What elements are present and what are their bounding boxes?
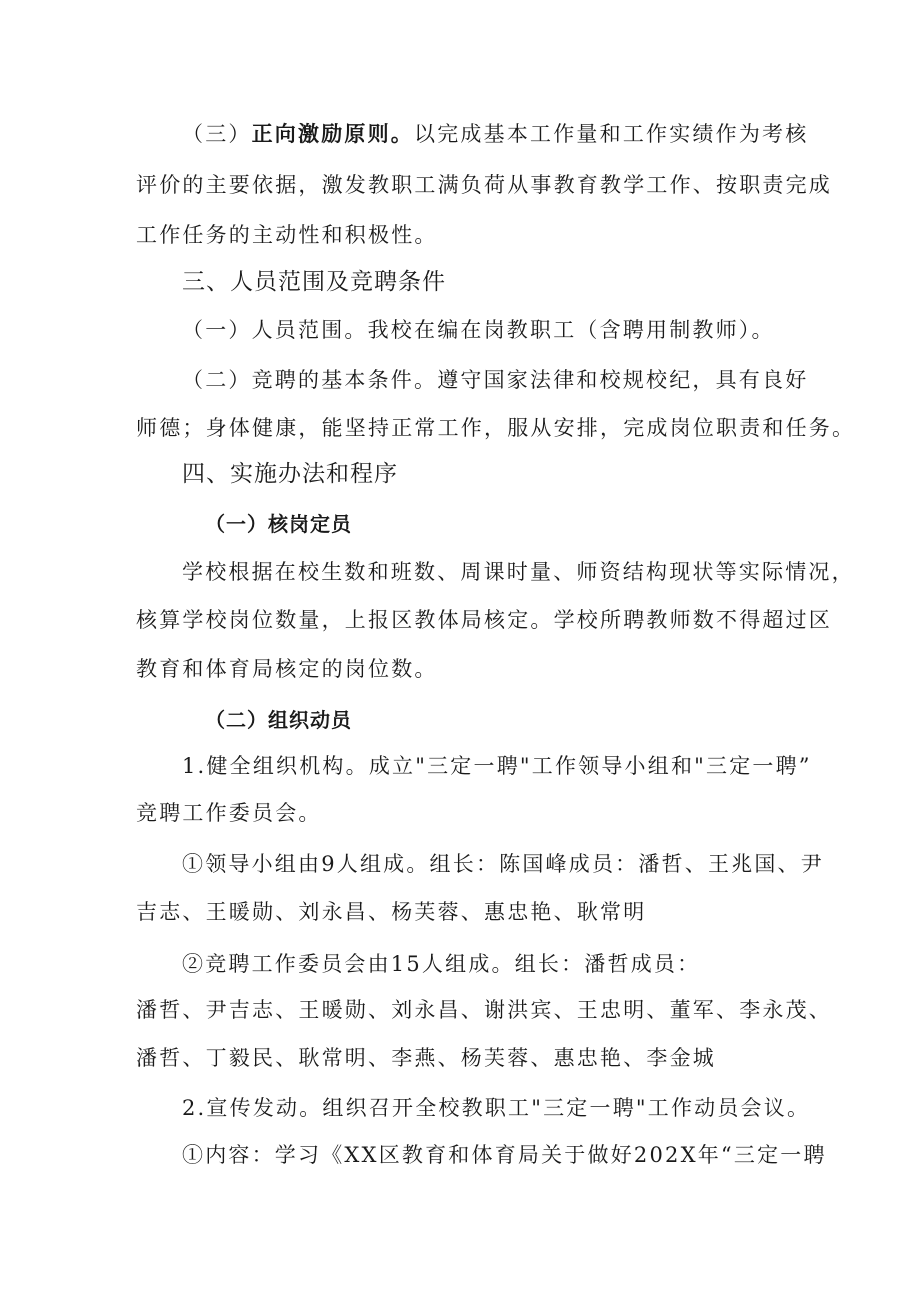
section-3-heading: 三、人员范围及竞聘条件 — [182, 269, 446, 295]
subsection-1-line-2: 核算学校岗位数量，上报区教体局核定。学校所聘教师数不得超过区 — [136, 608, 832, 632]
principle-3-prefix: （三） — [182, 122, 252, 146]
item-1-line-2: 竞聘工作委员会。 — [136, 801, 322, 825]
committee-line-2: 潘哲、尹吉志、王暖勋、刘永昌、谢洪宾、王忠明、董军、李永茂、 — [136, 998, 832, 1022]
section-3-item-2-line-1: （二）竞聘的基本条件。遵守国家法律和校规校纪，具有良好 — [182, 368, 809, 392]
principle-3-line-2: 评价的主要依据，激发教职工满负荷从事教育教学工作、按职责完成 — [136, 173, 832, 197]
principle-3-line-1 — [182, 120, 808, 148]
section-3-item-2-line-2: 师德；身体健康，能坚持正常工作，服从安排，完成岗位职责和任务。 — [136, 416, 856, 440]
principle-3-title: 正向激励原则。 — [251, 122, 415, 146]
subsection-1-line-3: 教育和体育局核定的岗位数。 — [136, 657, 438, 681]
committee-line-1: ②竞聘工作委员会由15人组成。组长：潘哲成员： — [182, 952, 701, 976]
principle-3-text: 以完成基本工作量和工作实绩作为考核 — [414, 122, 809, 146]
principle-3-line-3: 工作任务的主动性和积极性。 — [136, 223, 438, 247]
committee-line-3: 潘哲、丁毅民、耿常明、李燕、杨芙蓉、惠忠艳、李金城 — [136, 1046, 716, 1070]
item-1-line-1: 1.健全组织机构。成立"三定一聘"工作领导小组和"三定一聘” — [182, 754, 812, 778]
subsection-2-heading: （二）组织动员 — [205, 708, 352, 732]
leader-group-line-1: ①领导小组由9人组成。组长：陈国峰成员：潘哲、王兆国、尹 — [182, 852, 824, 876]
subsection-1-heading: （一）核岗定员 — [205, 512, 352, 536]
content-line-1: ①内容：学习《XX区教育和体育局关于做好202X年“三定一聘 — [182, 1143, 827, 1167]
subsection-1-line-1: 学校根据在校生数和班数、周课时量、师资结构现状等实际情况， — [182, 560, 855, 584]
item-2-line-1: 2.宣传发动。组织召开全校教职工"三定一聘"工作动员会议。 — [182, 1096, 811, 1120]
section-3-item-1: （一）人员范围。我校在编在岗教职工（含聘用制教师）。 — [182, 318, 775, 342]
leader-group-line-2: 吉志、王暖勋、刘永昌、杨芙蓉、惠忠艳、耿常明 — [136, 900, 647, 924]
section-4-heading: 四、实施办法和程序 — [182, 461, 398, 487]
